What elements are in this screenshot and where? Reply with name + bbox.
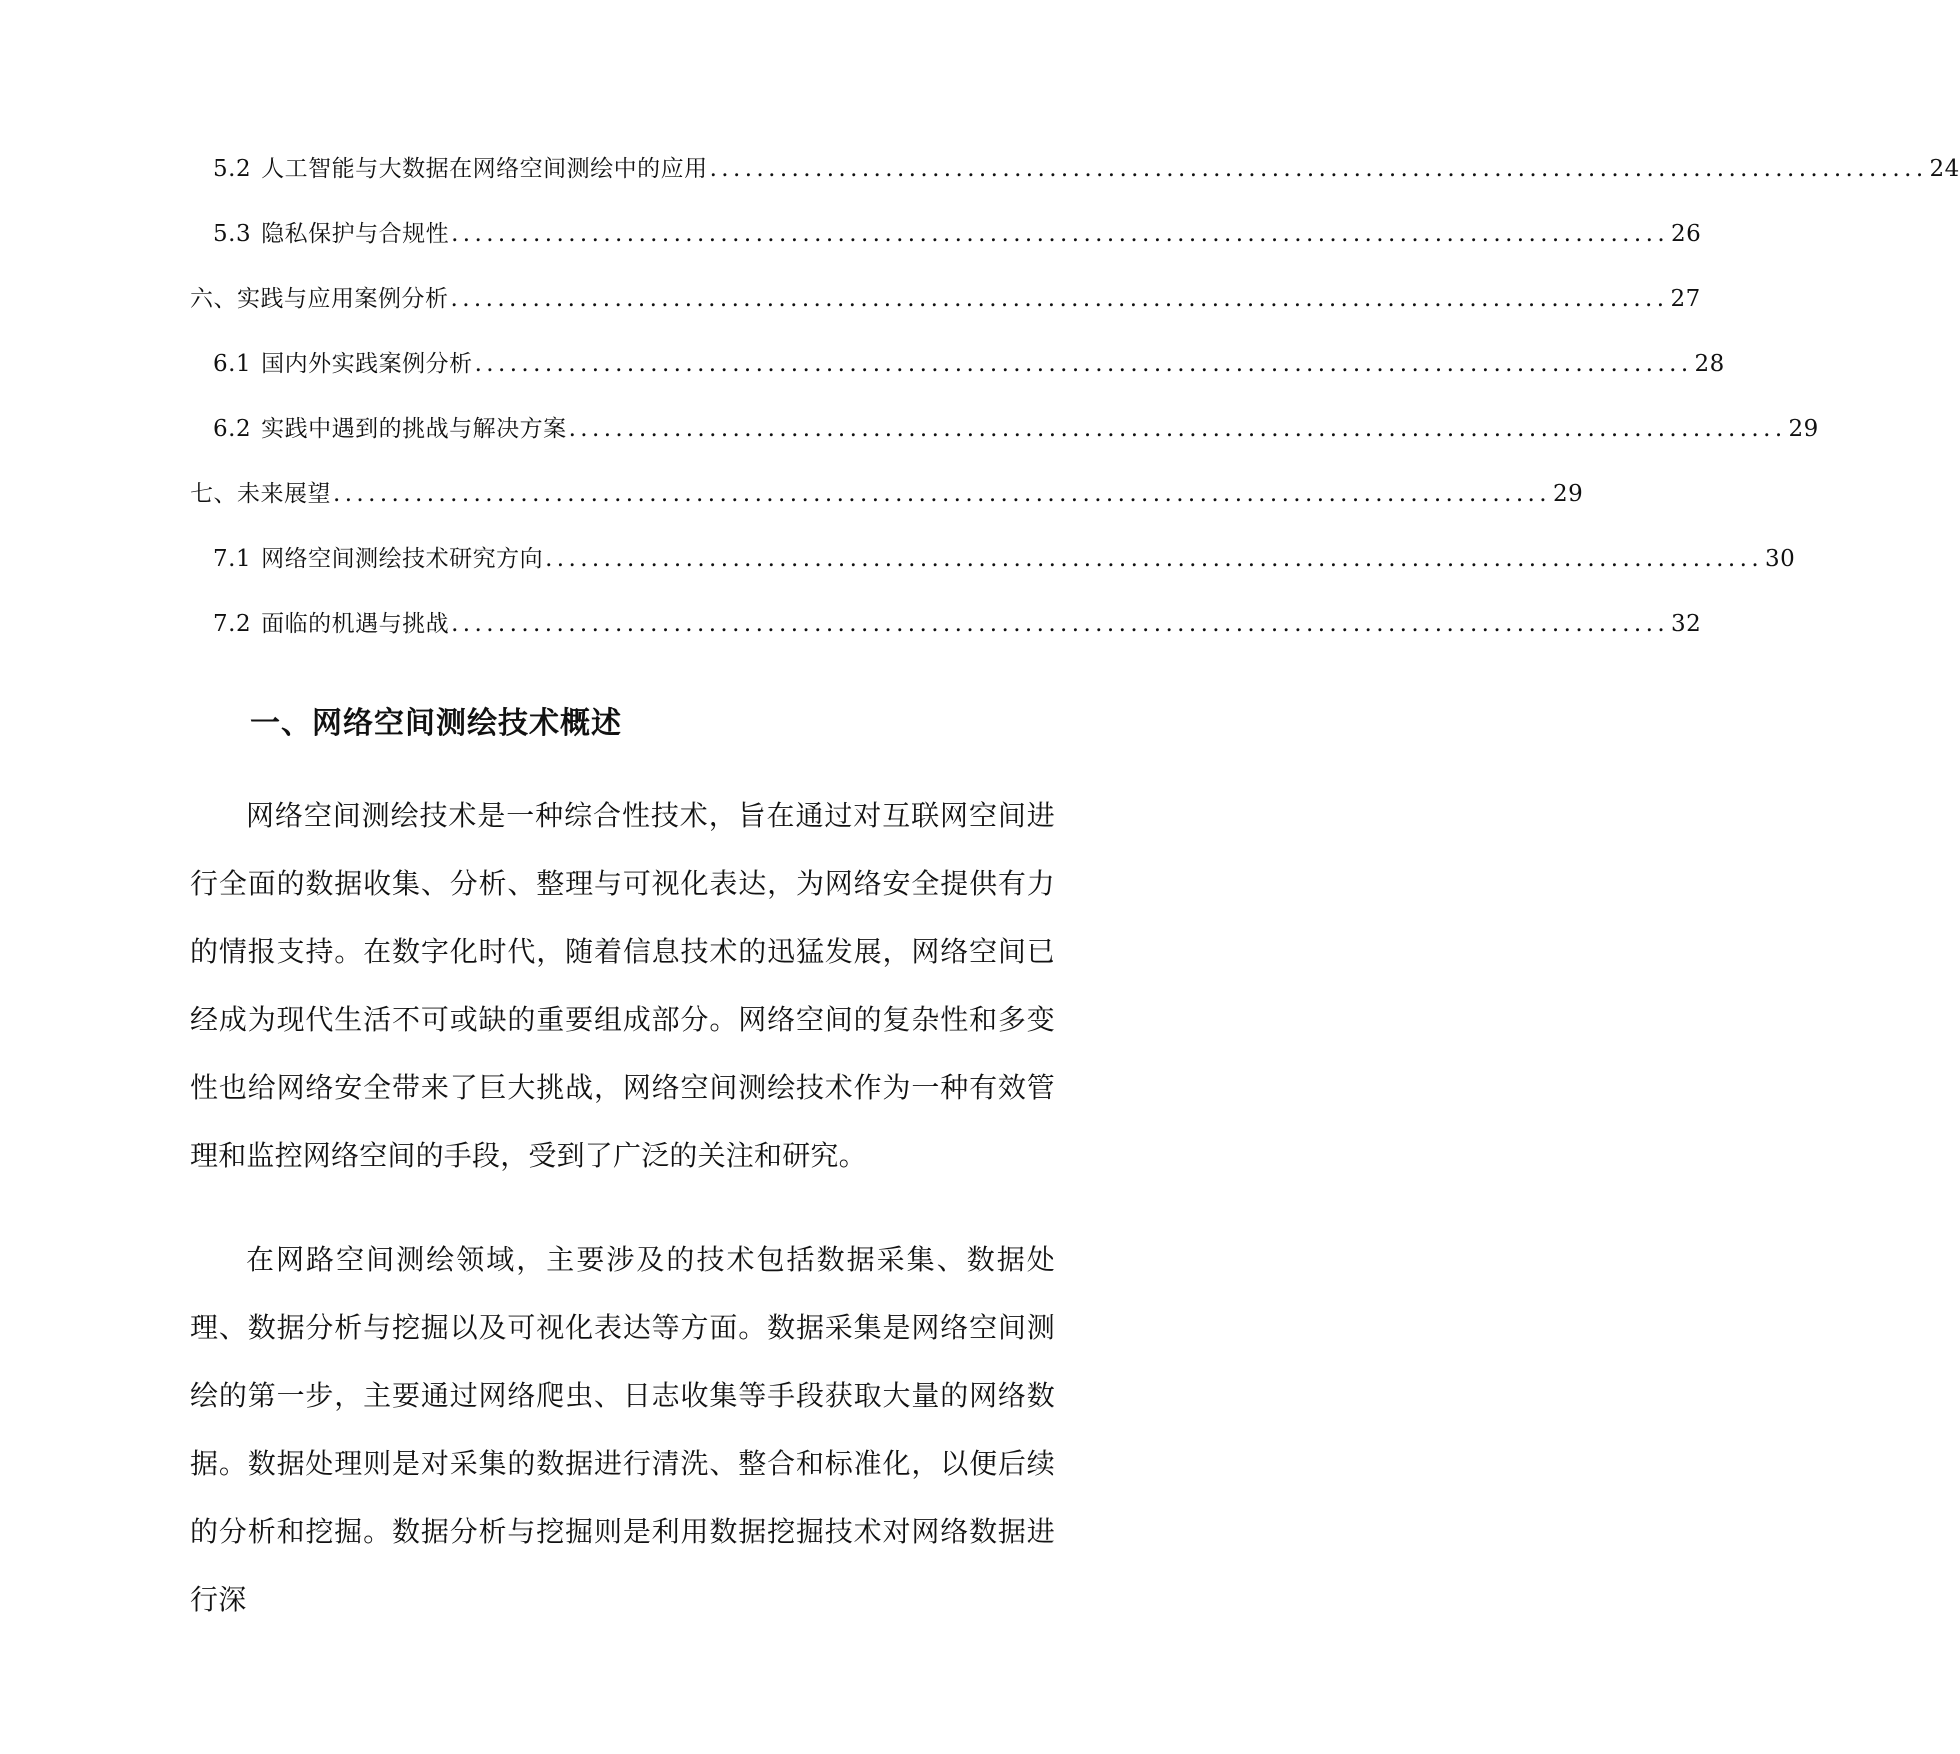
toc-entry-title: 网络空间测绘技术研究方向 [261, 546, 544, 572]
toc-entry-number: 6.1 [213, 351, 252, 377]
toc-entry-page: 28 [1694, 351, 1725, 377]
toc-entry[interactable] [213, 605, 1702, 645]
toc-entry[interactable] [190, 475, 1584, 515]
toc-entry-page: 29 [1552, 481, 1584, 507]
toc-dot-leader: ........................................................................................................ [450, 286, 1669, 312]
toc-entry-title: 隐私保护与合规性 [261, 221, 450, 247]
toc-entry[interactable] [213, 345, 1725, 385]
toc-entry[interactable] [213, 410, 1819, 450]
toc-entry-title: 七、未来展望 [190, 481, 331, 507]
toc-dot-leader: ........................................................................................................ [333, 481, 1551, 507]
toc-entry[interactable] [190, 280, 1701, 320]
toc-dot-leader: ........................................................................................................ [709, 156, 1928, 182]
toc-entry[interactable] [213, 215, 1702, 255]
toc-entry-title: 六、实践与应用案例分析 [190, 286, 449, 312]
toc-entry-page: 27 [1670, 286, 1701, 312]
toc-entry-number: 6.2 [213, 416, 252, 442]
toc-dot-leader: ........................................................................................................ [451, 221, 1670, 247]
body-paragraph: 在网路空间测绘领域，主要涉及的技术包括数据采集、数据处理、数据分析与挖掘以及可视化表达等方面。数据采集是网络空间测绘的第一步，主要通过网络爬虫、日志收集等手段获取大量的网络数据。数据处理则是对采集的数据进行清洗、整合和标准化，以便后续的分析和挖掘。数据分析与挖掘则是利用数据挖掘技术对网络数据进行深 [190, 1243, 1055, 1616]
toc-dot-leader: ........................................................................................................ [474, 351, 1693, 377]
toc-entry-number: 5.2 [213, 156, 252, 182]
toc-dot-leader: ........................................................................................................ [568, 416, 1787, 442]
toc-dot-leader: ........................................................................................................ [545, 546, 1764, 572]
toc-entry-title: 国内外实践案例分析 [261, 351, 473, 377]
toc-entry-title: 人工智能与大数据在网络空间测绘中的应用 [261, 156, 708, 182]
toc-entry-title: 面临的机遇与挑战 [261, 611, 450, 637]
toc-entry-page: 29 [1788, 416, 1819, 442]
toc-entry-page: 30 [1765, 546, 1796, 572]
toc-entry[interactable] [213, 150, 1960, 190]
toc-entry-number: 7.2 [213, 611, 252, 637]
toc-entry-page: 24 [1929, 156, 1960, 182]
section-heading: 一、网络空间测绘技术概述 [250, 706, 622, 741]
toc-entry-number: 5.3 [213, 221, 252, 247]
toc-entry-number: 7.1 [213, 546, 252, 572]
toc-dot-leader: ........................................................................................................ [451, 611, 1670, 637]
toc-entry-page: 32 [1671, 611, 1702, 637]
toc-entry-title: 实践中遇到的挑战与解决方案 [261, 416, 567, 442]
body-paragraph: 网络空间测绘技术是一种综合性技术，旨在通过对互联网空间进行全面的数据收集、分析、整理与可视化表达，为网络安全提供有力的情报支持。在数字化时代，随着信息技术的迅猛发展，网络空间已经成为现代生活不可或缺的重要组成部分。网络空间的复杂性和多变性也给网络安全带来了巨大挑战，网络空间测绘技术作为一种有效管理和监控网络空间的手段，受到了广泛的关注和研究。 [190, 799, 1055, 1172]
toc-entry[interactable] [213, 540, 1796, 580]
toc-entry-page: 26 [1671, 221, 1702, 247]
